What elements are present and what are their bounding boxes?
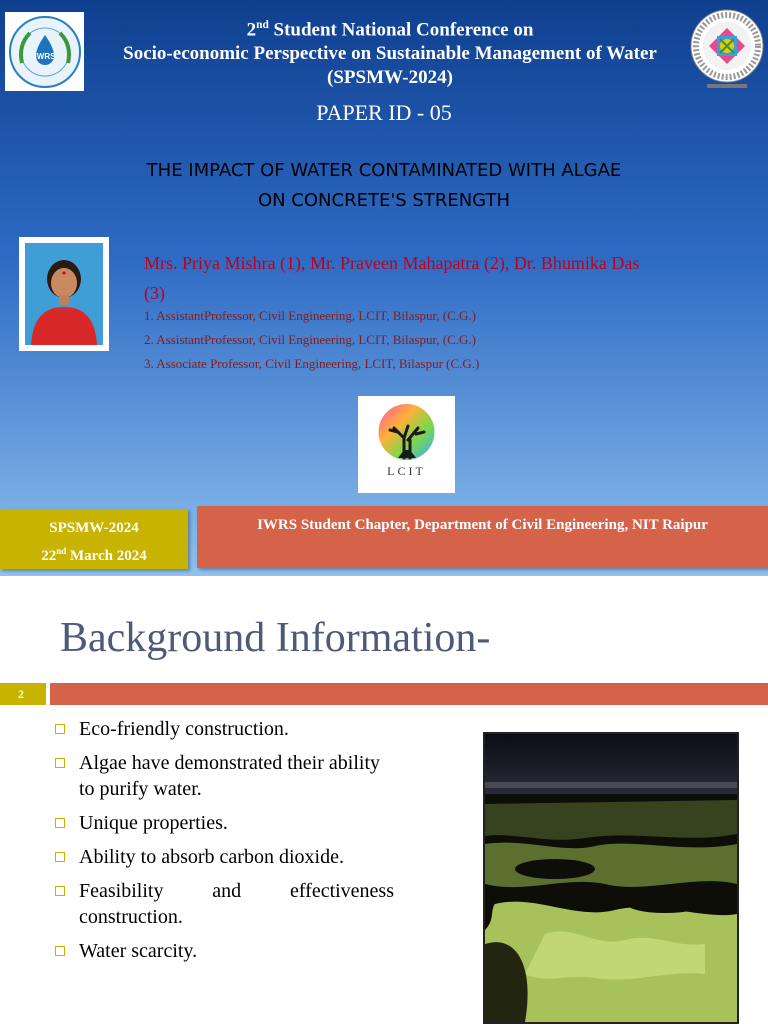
divider-bar [50, 683, 768, 705]
event-date [0, 540, 188, 568]
authors-line: Mrs. Priya Mishra (1), Mr. Praveen Mahapatra (2), Dr. Bhumika Das [144, 253, 640, 273]
paper-title-line: THE IMPACT OF WATER CONTAMINATED WITH ALGAE [146, 160, 622, 181]
bullet-item: Feasibility and effectiveness construction. [52, 878, 394, 930]
bullet-list [52, 716, 394, 972]
affiliation-1: 1. AssistantProfessor, Civil Engineering, LCIT, Bilaspur, (C.G.) [144, 308, 476, 323]
slide-title: Background Information- [60, 615, 491, 661]
university-seal-icon [689, 6, 765, 94]
paper-id: PAPER ID - 05 [316, 100, 452, 125]
event-name: SPSMW-2024 [49, 520, 139, 536]
conference-line3: (SPSMW-2024) [327, 67, 453, 89]
event-date-day: 22 [41, 548, 57, 564]
bullet-item: Eco-friendly construction. [52, 716, 394, 742]
paper-title [60, 156, 708, 216]
lcit-logo-text: LCIT [387, 464, 426, 478]
bullet-item: Algae have demonstrated their ability to purify water. [52, 750, 394, 802]
background-slide [0, 576, 768, 1024]
event-date-rest: March 2024 [66, 548, 147, 564]
conference-ordinal: 2 [246, 19, 257, 41]
algae-water-photo [483, 732, 739, 1024]
organizer-box: IWRS Student Chapter, Department of Civil Engineering, NIT Raipur [197, 506, 768, 568]
algae-pond-image [485, 734, 737, 1022]
person-icon [25, 243, 103, 345]
tree-logo-icon [358, 396, 455, 466]
iwrs-emblem-icon [8, 15, 82, 89]
bullet-item: Water scarcity. [52, 938, 394, 964]
conference-title [80, 13, 700, 90]
author-portrait [25, 243, 103, 345]
bullet-item: Ability to absorb carbon dioxide. [52, 844, 394, 870]
author-photo [19, 237, 109, 351]
conference-line1: Student National Conference on [268, 19, 534, 41]
conference-line2: Socio-economic Perspective on Sustainable Management of Water [123, 43, 657, 65]
event-date-suffix: nd [56, 546, 67, 556]
authors [144, 248, 744, 308]
bullet-item: Unique properties. [52, 810, 394, 836]
iwrs-logo [5, 12, 84, 91]
affiliation-3: 3. Associate Professor, Civil Engineering, LCIT, Bilaspur (C.G.) [144, 356, 480, 371]
event-date-box [0, 509, 188, 569]
conference-ordinal-suffix: nd [256, 19, 269, 31]
slide-number: 2 [0, 683, 46, 705]
university-seal [689, 6, 765, 94]
paper-title-line: ON CONCRETE'S STRENGTH [257, 190, 511, 211]
lcit-logo [358, 396, 455, 493]
authors-line: (3) [144, 283, 165, 303]
affiliation-2: 2. AssistantProfessor, Civil Engineering, LCIT, Bilaspur, (C.G.) [144, 332, 476, 347]
svg-text:IWRS: IWRS [34, 51, 55, 61]
